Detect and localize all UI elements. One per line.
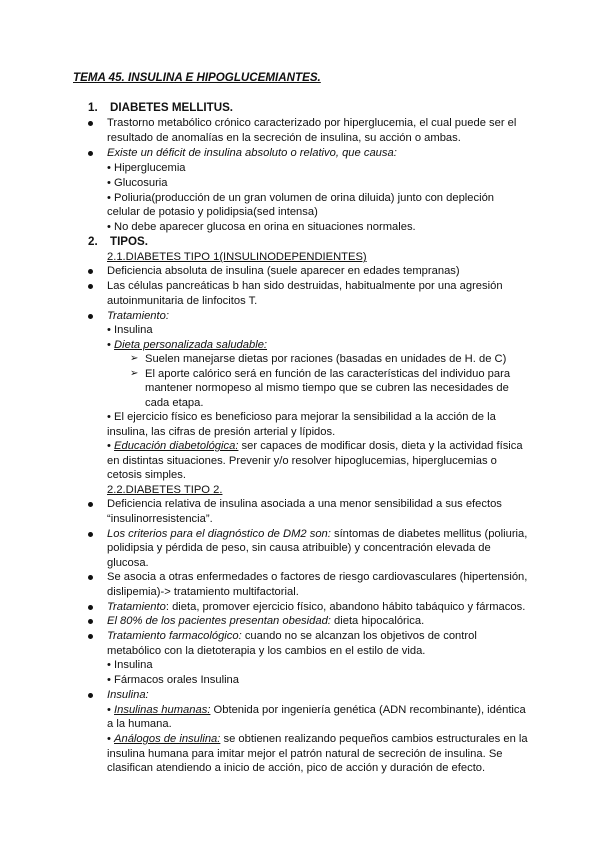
paragraph-line: • El ejercicio físico es beneficioso para mejorar la sensibilidad a la acción de la (107, 411, 496, 423)
list-item-label: Dieta personalizada saludable: (114, 339, 268, 351)
list-item: • Glucosuria (107, 177, 168, 189)
paragraph-line: clasifican atendiendo a inicio de acción, pico de acción y duración de efecto. (107, 762, 486, 774)
paragraph-line: Las células pancreáticas b han sido destruidas, habitualmente por una agresión (107, 280, 503, 292)
paragraph-line: insulina humana para imitar mejor el patrón natural de secreción de insulina. Se (107, 748, 503, 760)
paragraph-line: Deficiencia relativa de insulina asociada a una menor sensibilidad a sus efectos (107, 498, 502, 510)
paragraph-line: Existe un déficit de insulina absoluto o relativo, que causa: (107, 147, 397, 159)
paragraph-line (107, 614, 424, 628)
paragraph-line: glucosa. (107, 557, 149, 569)
paragraph-line (107, 629, 477, 643)
paragraph-line: Se asocia a otras enfermedades o factores de riesgo cardiovasculares (hipertensión, (107, 571, 528, 583)
inline-label: El 80% de los pacientes presentan obesidad: (107, 615, 331, 627)
list-item: • Insulina (107, 659, 153, 671)
paragraph-line: cada etapa. (145, 397, 204, 409)
paragraph-line: polidipsia y pérdida de peso, sin causa atribuible) y concentración elevada de (107, 542, 491, 554)
list-item: • Fármacos orales Insulina (107, 674, 240, 686)
paragraph-line: cetosis simples. (107, 469, 186, 481)
inline-text: se obtienen realizando pequeños cambios estructurales en la (220, 733, 528, 745)
paragraph-line: insulina, las cifras de presión arterial y lípidos. (107, 426, 336, 438)
paragraph-line: El aporte calórico será en función de las características del individuo para (145, 368, 511, 380)
section-heading: TIPOS. (110, 235, 149, 248)
section-heading: DIABETES MELLITUS. (110, 101, 234, 114)
inline-label: Análogos de insulina: (114, 733, 221, 745)
paragraph-line: Deficiencia absoluta de insulina (suele aparecer en edades tempranas) (107, 265, 460, 277)
section-number: 2. (88, 235, 98, 248)
paragraph-line: metabólico con la dietoterapia y los cambios en el estilo de vida. (107, 645, 426, 657)
page-title: TEMA 45. INSULINA E HIPOGLUCEMIANTES. (73, 71, 321, 84)
subsection-heading: 2.1.DIABETES TIPO 1(INSULINODEPENDIENTES) (107, 251, 367, 263)
inline-text: Obtenida por ingeniería genética (ADN recombinante), idéntica (210, 704, 526, 716)
inline-label: Insulinas humanas: (114, 704, 211, 716)
paragraph-line: en distintas situaciones. Prevenir y/o resolver hipoglucemias, hiperglucemias o (107, 455, 497, 467)
inline-text: dieta hipocalórica. (330, 615, 425, 627)
arrow-bullet-icon: ➢ (130, 368, 139, 379)
list-item: celular de potasio y polidipsia(sed intensa) (107, 206, 318, 218)
list-item: • Hiperglucemia (107, 162, 186, 174)
paragraph-line: “insulinorresistencia”. (107, 513, 213, 525)
paragraph-line (107, 600, 525, 614)
subsection-heading: 2.2.DIABETES TIPO 2. (107, 484, 223, 496)
list-item: • Poliuria(producción de un gran volumen de orina diluida) junto con depleción (107, 192, 495, 204)
paragraph-line: mantener normopeso al mismo tiempo que se cubren las necesidades de (145, 382, 509, 394)
inline-label: Tratamiento (107, 601, 166, 613)
paragraph-line: Suelen manejarse dietas por raciones (basadas en unidades de H. de C) (145, 353, 507, 365)
inline-label: Los criterios para el diagnóstico de DM2 son: (107, 528, 331, 540)
inline-label: Tratamiento farmacológico: (107, 630, 242, 642)
inline-label: Educación diabetológica: (114, 440, 239, 452)
paragraph-line: resultado de anomalías en la secreción de insulina, su acción o ambas. (107, 132, 461, 144)
paragraph-line: autoinmunitaria de linfocitos T. (107, 295, 258, 307)
list-item: • No debe aparecer glucosa en orina en situaciones normales. (107, 221, 416, 233)
paragraph-line (107, 527, 527, 541)
paragraph-line: dislipemia)-> tratamiento multifactorial. (107, 586, 299, 598)
list-item: • Dieta personalizada saludable: (107, 339, 268, 351)
list-item: • Insulina (107, 324, 153, 336)
paragraph-line: Insulina: (107, 689, 149, 701)
inline-text: ser capaces de modificar dosis, dieta y la actividad física (238, 440, 523, 452)
inline-text: : dieta, promover ejercicio físico, abandono hábito tabáquico y fármacos. (165, 601, 526, 613)
paragraph-line: • Insulinas humanas: Obtenida por ingeniería genética (ADN recombinante), idéntica (107, 704, 526, 716)
inline-text: cuando no se alcanzan los objetivos de control (241, 630, 477, 642)
arrow-bullet-icon: ➢ (130, 353, 139, 364)
paragraph-line: a la humana. (107, 718, 172, 730)
paragraph-line: • Educación diabetológica: ser capaces de modificar dosis, dieta y la actividad física (107, 440, 523, 452)
paragraph-line: • Análogos de insulina: se obtienen realizando pequeños cambios estructurales en la (107, 733, 528, 745)
paragraph-line: Trastorno metabólico crónico caracterizado por hiperglucemia, el cual puede ser el (107, 117, 517, 129)
inline-text: síntomas de diabetes mellitus (poliuria, (330, 528, 528, 540)
section-number: 1. (88, 101, 98, 114)
paragraph-line: Tratamiento: (107, 310, 169, 322)
